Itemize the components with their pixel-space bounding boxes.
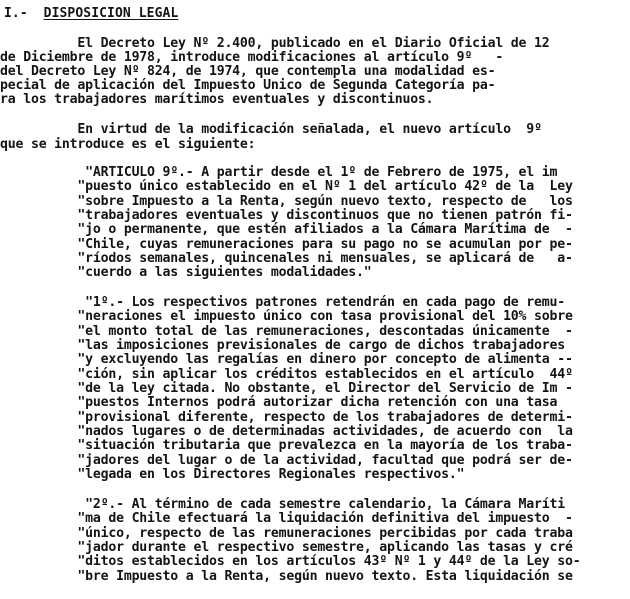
clause-2-line: "ma de Chile efectuará la liquidación definitiva del impuesto - xyxy=(0,511,573,526)
article-line: "ríodos semanales, quincenales ni mensuales, se aplicará de a- xyxy=(0,251,573,266)
clause-1-line: "legada en los Directores Regionales respectivos." xyxy=(0,467,465,482)
clause-1-line: "el monto total de las remuneraciones, descontadas únicamente - xyxy=(0,324,573,339)
paragraph-2-line: En virtud de la modificación señalada, el nuevo artículo 9º xyxy=(0,122,542,137)
clause-2-line: "ditos establecidos en los artículos 43º Nº 1 y 44º de la Ley so- xyxy=(0,554,581,569)
article-line: "Chile, cuyas remuneraciones para su pago no se acumulan por pe- xyxy=(0,237,573,252)
clause-1-line: "1º.- Los respectivos patrones retendrán en cada pago de remu- xyxy=(0,295,565,310)
section-title: DISPOSICION LEGAL xyxy=(43,6,179,21)
clause-1-line: "las imposiciones previsionales de cargo de dichos trabajadores xyxy=(0,338,565,353)
article-line: "trabajadores eventuales y discontinuos que no tienen patrón fi- xyxy=(0,208,573,223)
clause-2-line: "jador durante el respectivo semestre, aplicando las tasas y cré xyxy=(0,540,573,555)
paragraph-1-line: ra los trabajadores marítimos eventuales y discontinuos. xyxy=(0,92,434,107)
clause-1-line: "ción, sin aplicar los créditos establecidos en el artículo 44º xyxy=(0,367,573,382)
paragraph-1-line: del Decreto Ley Nº 824, de 1974, que contempla una modalidad es- xyxy=(0,64,496,79)
clause-1-line: "provisional diferente, respecto de los trabajadores de determi- xyxy=(0,410,573,425)
clause-1-line: "nados lugares o de determinadas actividades, de acuerdo con la xyxy=(0,424,573,439)
article-line: "sobre Impuesto a la Renta, según nuevo texto, respecto de los xyxy=(0,194,573,209)
clause-1-line: "de la ley citada. No obstante, el Director del Servicio de Im - xyxy=(0,381,573,396)
clause-1-line: "neraciones el impuesto único con tasa provisional del 10% sobre xyxy=(0,309,573,324)
article-line: "cuerdo a las siguientes modalidades." xyxy=(0,265,372,280)
clause-2-line: "único, respecto de las remuneraciones percibidas por cada traba xyxy=(0,526,573,541)
clause-1-line: "y excluyendo las regalías en dinero por concepto de alimenta -- xyxy=(0,352,573,367)
paragraph-1-line: pecial de aplicación del Impuesto Unico de Segunda Categoría pa- xyxy=(0,78,496,93)
paragraph-1-line: El Decreto Ley Nº 2.400, publicado en el Diario Oficial de 12 xyxy=(0,36,550,51)
clause-1-line: "situación tributaria que prevalezca en la mayoría de los traba- xyxy=(0,438,573,453)
section-number: I.- xyxy=(4,6,28,21)
clause-1-line: "puestos Internos podrá autorizar dicha retención con una tasa xyxy=(0,395,558,410)
article-line: "jo o permanente, que estén afiliados a la Cámara Marítima de - xyxy=(0,222,573,237)
paragraph-2-line: que se introduce es el siguiente: xyxy=(0,137,256,152)
clause-2-line: "2º.- Al término de cada semestre calendario, la Cámara Maríti xyxy=(0,497,565,512)
section-heading xyxy=(4,6,178,21)
clause-1-line: "jadores del lugar o de la actividad, facultad que podrá ser de- xyxy=(0,453,573,468)
article-line: "puesto único establecido en el Nº 1 del artículo 42º de la Ley xyxy=(0,179,573,194)
clause-2-line: "bre Impuesto a la Renta, según nuevo texto. Esta liquidación se xyxy=(0,569,573,584)
article-line: "ARTICULO 9º.- A partir desde el 1º de Febrero de 1975, el im xyxy=(0,165,558,180)
paragraph-1-line: de Diciembre de 1978, introduce modificaciones al artículo 9º - xyxy=(0,50,504,65)
